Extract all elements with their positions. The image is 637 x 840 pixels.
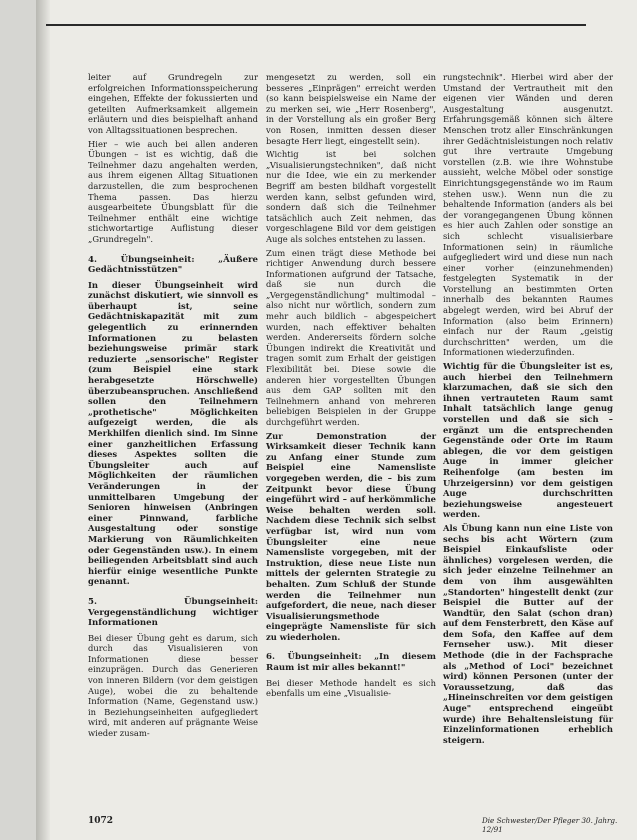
section-6-heading: 6. Übungseinheit: „In diesem Raum ist mir alles bekannt!" — [266, 652, 436, 674]
section-4-text: In dieser Übungseinheit wird zunächst diskutiert, wie sinnvoll es überhaupt ist, seine Gedächtniskapazität mit zum gelegentlich zu erinnernden Informationen zu belasten beziehungsweise primär stark reduzierte „sensorische" Register (zum Beispiel eine stark herabgesetzte Hörschwelle) überzubeanspruchen. Anschließend sollen den Teilnehmern „prothetische" Möglichkeiten aufgezeigt werden, die als Merkhilfen dienlich sind. Im Sinne einer ganzheitlichen Erfassung dieses Aspektes sollten die Übungsleiter auch auf Möglichkeiten der räumlichen Veränderungen in der unmittelbaren Umgebung der Senioren hinweisen (Anbringen einer Pinnwand, farbliche Ausgestaltung oder sonstige Markierung von Räumlichkeiten oder Gegenständen usw.). In einem beiliegenden Arbeitsblatt sind auch hierfür einige wesentliche Punkte genannt. — [88, 279, 258, 587]
page-number: 1072 — [88, 816, 114, 826]
paragraph: rungstechnik". Hierbei wird aber der Umstand der Vertrautheit mit den eigenen vier Wänden und deren Ausgestaltung ausgenutzt. Erfahrungsgemäß können sich ältere Menschen trotz aller Einschränkungen ihrer Gedächtnisleistungen noch relativ gut ihre vertraute Umgebung vorstellen (z.B. wie ihre Wohnstube aussieht, welche Möbel oder sonstige Einrichtungsgegenstände wo im Raum stehen usw.). Wenn nun die zu behaltende Information (anders als bei der vorangegangenen Übung können es hier auch Zahlen oder sonstige an sich schlecht visualisierbare Informationen sein) in räumliche aufgegliedert wird und diese nun nach einer vorher (einzunehmenden) festgelegten Systematik in der Vorstellung an bestimmten Orten innerhalb des bekannten Raumes abgelegt werden, wird bei Abruf der Information (also beim Erinnern) einfach nur der Raum „geistig durchschritten" werden, um die Informationen wiederzufinden. — [443, 72, 613, 358]
column-3 — [443, 72, 613, 748]
paragraph: mengesetzt zu werden, soll ein besseres „Einprägen" erreicht werden (so kann beispielsweise ein Name der zu merken sei, wie „Herr Rosenberg", in der Vorstellung als ein großer Berg von Rosen, inmitten dessen dieser besagte Herr liegt, eingestellt sein). — [266, 72, 436, 146]
paragraph: Zur Demonstration der Wirksamkeit dieser Technik kann zu Anfang einer Stunde zum Beispiel eine Namensliste vorgegeben werden, die – bis zum Zeitpunkt bevor diese Übung eingeführt wird – auf herkömmliche Weise behalten werden soll. Nachdem diese Technik sich selbst verfügbar ist, wird nun vom Übungsleiter eine neue Namensliste vorgegeben, mit der Instruktion, diese neue Liste nun mittels der gelernten Strategie zu behalten. Zum Schluß der Stunde werden die Teilnehmer nun aufgefordert, die neue, nach dieser Visualisierungsmethode eingeprägte Namensliste für sich zu wiederholen. — [266, 430, 436, 642]
column-2 — [266, 72, 436, 702]
section-5-heading: 5. Übungseinheit: Vergegenständlichung wichtiger Informationen — [88, 596, 258, 629]
paragraph: Wichtig für die Übungsleiter ist es, auch hierbei den Teilnehmern klarzumachen, daß sie sich den ihnen vertrauteten Raum samt Inhalt tatsächlich lange genug vorstellen und daß sie sich – ergänzt um die entsprechenden Gegenstände oder Orte im Raum ablegen, die vor dem geistigen Auge in immer gleicher Reihenfolge (am besten im Uhrzeigersinn) vor dem geistigen Auge durchschritten beziehungsweise angesteuert werden. — [443, 361, 613, 520]
section-4-heading: 4. Übungseinheit: „Äußere Gedächtnisstützen" — [88, 254, 258, 276]
header-rule — [46, 24, 586, 26]
intro-paragraph: leiter auf Grundregeln zur erfolgreichen Informationsspeicherung eingehen, Effekte der fokussierten und geteilten Aufmerksamkeit allgemein erläutern und dies beispielhaft anhand von Alltagssituationen besprechen. — [88, 72, 258, 135]
column-1 — [88, 72, 258, 742]
paragraph: Hier – wie auch bei allen anderen Übungen – ist es wichtig, daß die Teilnehmer dazu angehalten werden, aus ihrem eigenen Alltag Situationen darzustellen, die zum besprochenen Thema passen. Das hierzu ausgearbeitete Übungsblatt für die Teilnehmer enthält eine wichtige stichwortartige Auflistung dieser „Grundregeln". — [88, 138, 258, 244]
paragraph: Wichtig ist bei solchen „Visualisierungstechniken", daß nicht nur die Idee, wie ein zu merkender Begriff am besten bildhaft vorgestellt werden kann, selbst gefunden wird, sondern daß sich die Teilnehmer tatsächlich auch Zeit nehmen, das vorgeschlagene Bild vor dem geistigen Auge als solches entstehen zu lassen. — [266, 149, 436, 244]
binding-shadow — [36, 0, 50, 840]
section-5-text: Bei dieser Übung geht es darum, sich durch das Visualisieren von Informationen diese besser einzuprägen. Durch das Generieren von inneren Bildern (vor dem geistigen Auge), wobei die zu behaltende Information (Name, Gegenstand usw.) in Beziehungseinheiten aufgegliedert wird, mit anderen auf prägnante Weise wieder zusam- — [88, 632, 258, 739]
paragraph: Zum einen trägt diese Methode bei richtiger Anwendung durch bessere Informationen aufgrund der Tatsache, daß sie nun durch die „Vergegenständlichung" multimodal – also nicht nur wörtlich, sondern zum mehr auch bildlich – abgespeichert wurden, nach effektiver behalten werden. Andererseits fördern solche Übungen indirekt die Kreativität und tragen somit zum Erhalt der geistigen Flexibilität bei. Diese sowie die anderen hier vorgestellten Übungen aus dem GAP sollten mit den Teilnehmern anhand von mehreren beliebigen Beispielen in der Gruppe durchgeführt werden. — [266, 247, 436, 427]
journal-citation: Die Schwester/Der Pfleger 30. Jahrg. 12/91 — [482, 816, 618, 834]
section-6-text: Bei dieser Methode handelt es sich ebenfalls um eine „Visualisie- — [266, 677, 436, 699]
paragraph: Als Übung kann nun eine Liste von sechs bis acht Wörtern (zum Beispiel Einkaufsliste oder ähnliches) vorgelesen werden, die sich jeder einzelne Teilnehmer an dem von ihm ausgewählten „Standorten" hingestellt denkt (zur Beispiel die Butter auf der Wandtür, den Salat (schon dran) auf dem Fensterbrett, den Käse auf dem Sofa, den Kaffee auf dem Fernseher usw.). Mit dieser Methode (die in der Fachsprache als „Method of Loci" bezeichnet wird) können Personen (unter der Voraussetzung, daß das „Hineinschreiten vor dem geistigen Auge" entsprechend eingeübt wurde) ihre Behaltensleistung für Einzelinformationen erheblich steigern. — [443, 522, 613, 745]
